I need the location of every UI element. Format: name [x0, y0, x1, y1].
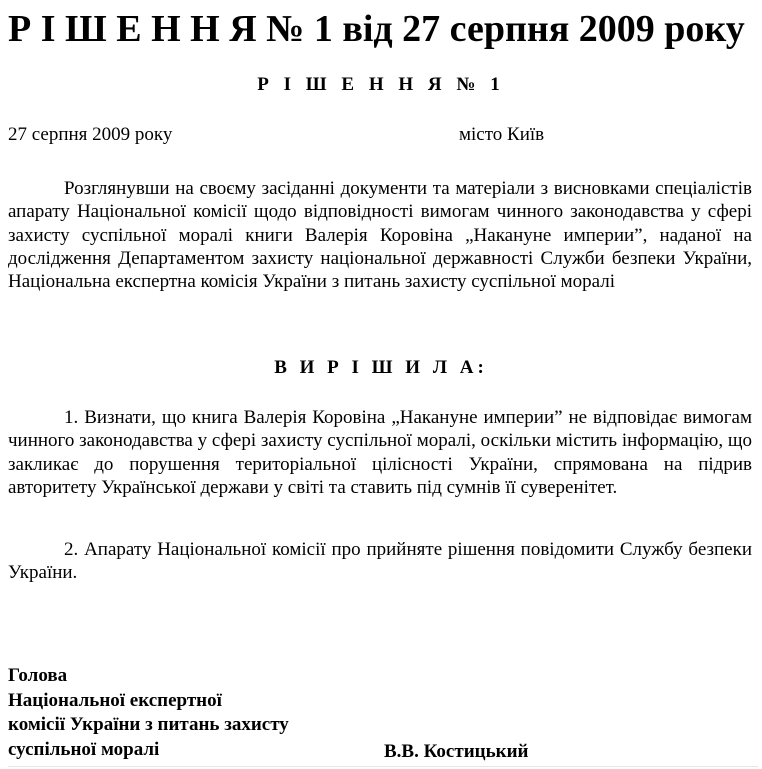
- signature-organization-line: суспільної моралі: [8, 738, 160, 760]
- decision-city: місто Київ: [459, 124, 545, 145]
- signature-organization-line: комісії України з питань захисту: [8, 714, 289, 735]
- signature-position-line: Голова: [8, 665, 68, 686]
- decision-date: 27 серпня 2009 року: [8, 124, 173, 145]
- signature-organization-line: Національної експертної: [8, 689, 222, 711]
- decided-heading: В И Р І Ш И Л А:: [274, 357, 488, 378]
- decision-item-1: 1. Визнати, що книга Валерія Коровіна „Накануне империи” не відповідає вимогам чинного законодавства у сфері захисту суспільної моралі, оскільки містить інформацію, що закликає до порушення територіальної цілісності України, спрямована на підрив авторитету Української держави у світі та ставить під сумнів її суверенітет.: [8, 407, 752, 498]
- decision-item-2: 2. Апарату Національної комісії про прийняте рішення повідомити Службу безпеки України.: [8, 539, 752, 584]
- decision-subtitle: Р І Ш Е Н Н Я № 1: [257, 74, 505, 95]
- intro-paragraph: Розглянувши на своєму засіданні документи та матеріали з висновками спеціалістів апарату Національної комісії щодо відповідності вимогам чинного законодавства у сфері захисту суспільної моралі книги Валерія Коровіна „Накануне империи”, наданої на дослідження Департаментом захисту національної державності Служби безпеки України, Національна експертна комісія України з питань захисту суспільної моралі: [8, 178, 752, 293]
- document-title: Р І Ш Е Н Н Я № 1 від 27 серпня 2009 року: [8, 8, 745, 50]
- signatory-name: В.В. Костицький: [384, 741, 529, 762]
- page-bottom-divider: [8, 766, 758, 767]
